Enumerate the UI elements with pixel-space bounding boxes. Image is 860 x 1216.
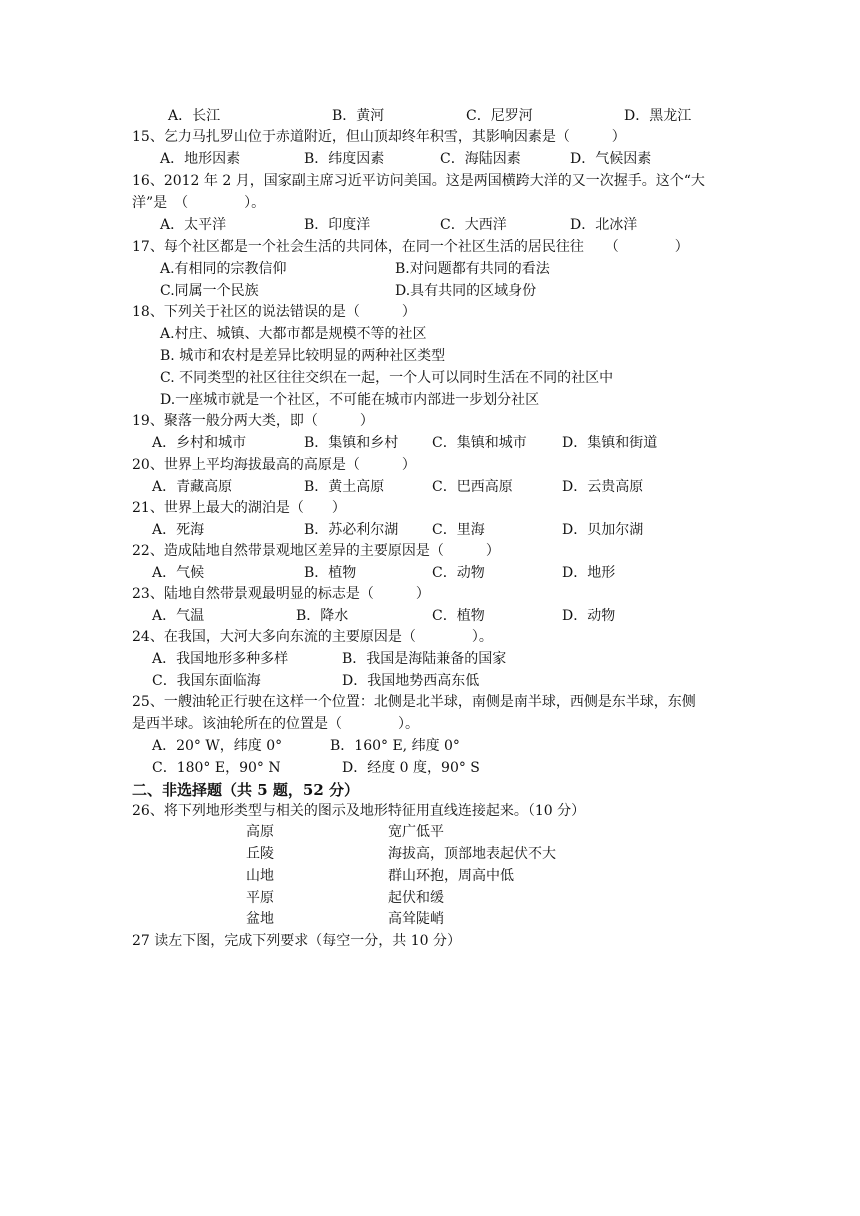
q16-stem-line2: 洋”是 （ ）。 — [132, 195, 266, 211]
q19-option-d: D．集镇和街道 — [562, 435, 658, 451]
q20-stem: 20、世界上平均海拔最高的高原是（ ） — [132, 457, 416, 473]
q26-feature-item: 宽广低平 — [388, 824, 444, 840]
q22-option-b: B．植物 — [304, 565, 357, 581]
q26-feature-item: 高耸陡峭 — [388, 911, 444, 927]
q22-option-c: C．动物 — [432, 565, 485, 581]
q26-feature-item: 群山环抱，周高中低 — [388, 868, 514, 884]
q19-stem: 19、聚落一般分两大类，即（ ） — [132, 413, 374, 429]
section2-title: 二、非选择题（共 5 题，52 分） — [132, 781, 359, 799]
q16-option-d: D．北冰洋 — [570, 217, 638, 233]
q25-option-b: B．160° E, 纬度 0° — [330, 738, 460, 754]
q14-option-c: C．尼罗河 — [466, 108, 533, 124]
q24-option-a: A．我国地形多种多样 — [152, 651, 289, 667]
q22-stem: 22、造成陆地自然带景观地区差异的主要原因是（ ） — [132, 543, 500, 559]
q20-option-c: C．巴西高原 — [432, 479, 513, 495]
q26-stem: 26、将下列地形类型与相关的图示及地形特征用直线连接起来。（10 分） — [132, 803, 586, 819]
q26-type-item: 丘陵 — [246, 846, 274, 862]
q15-option-a: A．地形因素 — [160, 151, 241, 167]
q25-stem-line2: 是西半球。该油轮所在的位置是（ ）。 — [132, 716, 419, 732]
q20-option-b: B．黄土高原 — [304, 479, 385, 495]
q19-option-a: A．乡村和城市 — [152, 435, 247, 451]
q26-type-item: 平原 — [246, 890, 274, 906]
q23-stem: 23、陆地自然带景观最明显的标志是（ ） — [132, 586, 430, 602]
q23-option-c: C．植物 — [432, 608, 485, 624]
q22-option-a: A．气候 — [152, 565, 205, 581]
q21-option-a: A．死海 — [152, 522, 205, 538]
q26-type-item: 山地 — [246, 868, 274, 884]
q19-option-c: C．集镇和城市 — [432, 435, 527, 451]
q18-option-d: D.一座城市就是一个社区，不可能在城市内部进一步划分社区 — [160, 392, 540, 408]
q17-option-b: B.对问题都有共同的看法 — [395, 261, 550, 277]
q17-option-a: A.有相同的宗教信仰 — [160, 261, 287, 277]
q23-option-a: A．气温 — [152, 608, 205, 624]
q18-option-b: B. 城市和农村是差异比较明显的两种社区类型 — [160, 348, 446, 364]
q26-type-item: 高原 — [246, 824, 274, 840]
q14-option-b: B．黄河 — [332, 108, 385, 124]
q23-option-b: B．降水 — [296, 608, 349, 624]
q16-option-b: B．印度洋 — [304, 217, 371, 233]
q18-option-c: C. 不同类型的社区往往交织在一起，一个人可以同时生活在不同的社区中 — [160, 370, 614, 386]
q21-option-c: C．里海 — [432, 522, 485, 538]
q19-option-b: B．集镇和乡村 — [304, 435, 399, 451]
q25-stem-line1: 25、一艘油轮正行驶在这样一个位置：北侧是北半球，南侧是南半球，西侧是东半球，东侧 — [132, 694, 696, 710]
q18-option-a: A.村庄、城镇、大都市都是规模不等的社区 — [160, 326, 427, 342]
q26-type-item: 盆地 — [246, 911, 274, 927]
q21-stem: 21、世界上最大的湖泊是（ ） — [132, 500, 346, 516]
q18-stem: 18、下列关于社区的说法错误的是（ ） — [132, 304, 416, 320]
q14-option-a: A．长江 — [168, 108, 221, 124]
q21-option-b: B．苏必利尔湖 — [304, 522, 399, 538]
q15-option-b: B．纬度因素 — [304, 151, 385, 167]
q24-option-b: B．我国是海陆兼备的国家 — [342, 651, 507, 667]
q15-stem: 15、乞力马扎罗山位于赤道附近，但山顶却终年积雪，其影响因素是（ ） — [132, 129, 626, 145]
q25-option-d: D．经度 0 度，90° S — [342, 760, 480, 776]
q16-stem-line1: 16、2012 年 2 月，国家副主席习近平访问美国。这是两国横跨大洋的又一次握手。这个“大 — [132, 173, 705, 189]
q26-feature-item: 海拔高，顶部地表起伏不大 — [388, 846, 556, 862]
q20-option-d: D．云贵高原 — [562, 479, 644, 495]
q15-option-c: C．海陆因素 — [440, 151, 521, 167]
q24-option-c: C．我国东面临海 — [152, 673, 261, 689]
q25-option-a: A．20° W，纬度 0° — [152, 738, 283, 754]
q21-option-d: D．贝加尔湖 — [562, 522, 644, 538]
q17-stem: 17、每个社区都是一个社会生活的共同体，在同一个社区生活的居民往往 （ ） — [132, 239, 689, 255]
q25-option-c: C．180° E，90° N — [152, 760, 281, 776]
q15-option-d: D．气候因素 — [570, 151, 652, 167]
q24-option-d: D．我国地势西高东低 — [342, 673, 480, 689]
q17-option-d: D.具有共同的区域身份 — [395, 283, 537, 299]
q27-stem: 27 读左下图，完成下列要求（每空一分，共 10 分） — [132, 933, 461, 949]
q16-option-a: A．太平洋 — [160, 217, 227, 233]
q14-option-d: D．黑龙江 — [624, 108, 692, 124]
q24-stem: 24、在我国，大河大多向东流的主要原因是（ ）。 — [132, 629, 493, 645]
q26-feature-item: 起伏和缓 — [388, 890, 444, 906]
q23-option-d: D．动物 — [562, 608, 616, 624]
q20-option-a: A．青藏高原 — [152, 479, 233, 495]
q17-option-c: C.同属一个民族 — [160, 283, 259, 299]
q16-option-c: C．大西洋 — [440, 217, 507, 233]
q22-option-d: D．地形 — [562, 565, 616, 581]
